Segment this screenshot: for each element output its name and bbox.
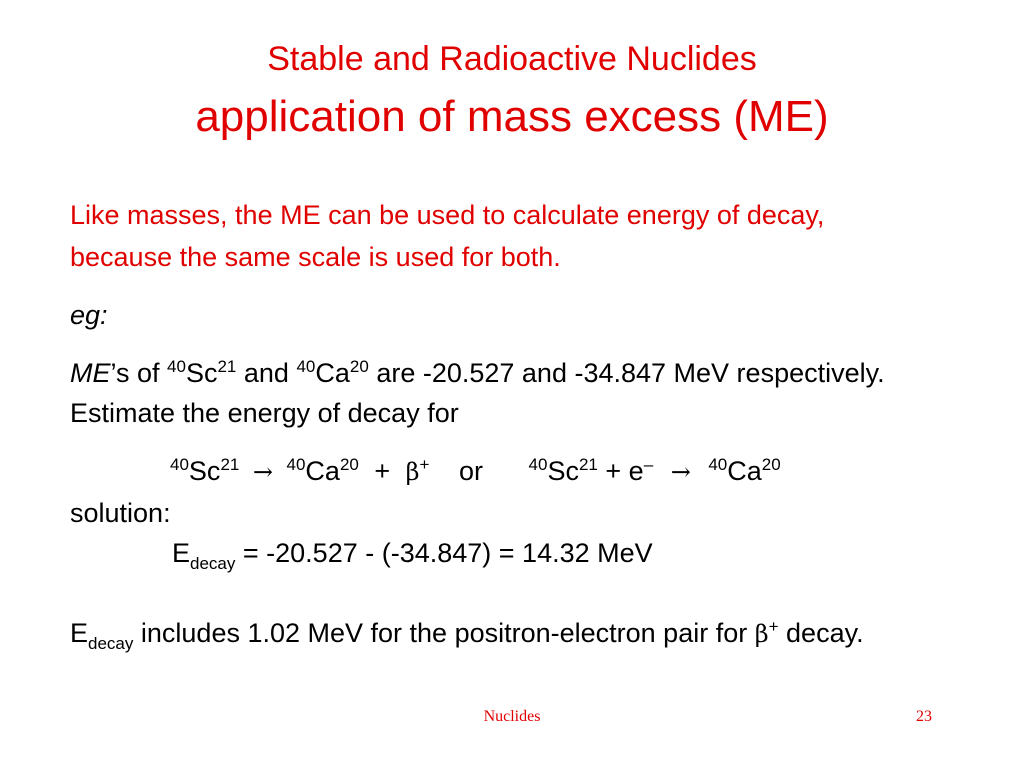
and-word: and [236, 358, 297, 388]
slide-subtitle: application of mass excess (ME) [195, 92, 829, 141]
sc-mass-number: 40 [170, 455, 189, 474]
decay-subscript: decay [190, 554, 236, 573]
note-end: decay. [778, 618, 864, 648]
ca-neutron-number: 20 [339, 455, 359, 474]
me-suffix: ’s of [110, 358, 168, 388]
ca-symbol: Ca [315, 358, 350, 388]
me-statement [70, 358, 885, 389]
sc-mass-number: 40 [528, 455, 548, 474]
electron-charge: – [643, 455, 654, 474]
sc-symbol: Sc [188, 456, 221, 486]
ca-mass-number: 40 [708, 455, 728, 474]
sc-neutron-number: 21 [220, 455, 240, 474]
intro-line-1: Like masses, the ME can be used to calculate energy of decay, [70, 200, 825, 230]
ca-neutron-number: 20 [349, 357, 369, 376]
beta-charge: + [419, 455, 430, 474]
arrow-icon: → [252, 458, 273, 486]
ca-symbol: Ca [305, 456, 340, 486]
me-label: ME [70, 358, 111, 388]
beta-symbol: β [754, 620, 769, 648]
intro-line-2: because the same scale is used for both. [70, 242, 561, 272]
arrow-icon: → [670, 458, 691, 486]
ca-mass-number: 40 [286, 455, 306, 474]
sc-neutron-number: 21 [578, 455, 598, 474]
sc-neutron-number: 21 [217, 357, 237, 376]
eg-label: eg: [70, 300, 108, 330]
beta-charge: + [768, 617, 779, 636]
slide-title: Stable and Radioactive Nuclides [267, 40, 757, 78]
values-text: are -20.527 and -34.847 MeV respectively. [368, 358, 885, 388]
solution-label: solution: [70, 498, 171, 528]
positron-note [70, 617, 864, 653]
sc-mass-number: 40 [167, 357, 186, 376]
solution-equation [172, 538, 653, 573]
beta-symbol: β [405, 458, 420, 486]
decay-equation [170, 456, 781, 487]
footer-title: Nuclides [483, 708, 541, 725]
energy-symbol: E [70, 618, 89, 648]
ca-mass-number: 40 [296, 357, 316, 376]
sc-symbol: Sc [185, 358, 218, 388]
decay-subscript: decay [88, 634, 134, 653]
plus-sign: + [374, 456, 391, 486]
page-number: 23 [916, 708, 932, 725]
plus-electron: + e [605, 456, 644, 486]
equation-rhs: = -20.527 - (-34.847) = 14.32 MeV [235, 538, 653, 568]
ca-neutron-number: 20 [761, 455, 781, 474]
or-word: or [459, 456, 484, 486]
ca-symbol: Ca [727, 456, 762, 486]
note-text: includes 1.02 MeV for the positron-electron pair for [133, 618, 755, 648]
energy-symbol: E [172, 538, 191, 568]
estimate-line: Estimate the energy of decay for [70, 398, 459, 428]
sc-symbol: Sc [547, 456, 579, 486]
